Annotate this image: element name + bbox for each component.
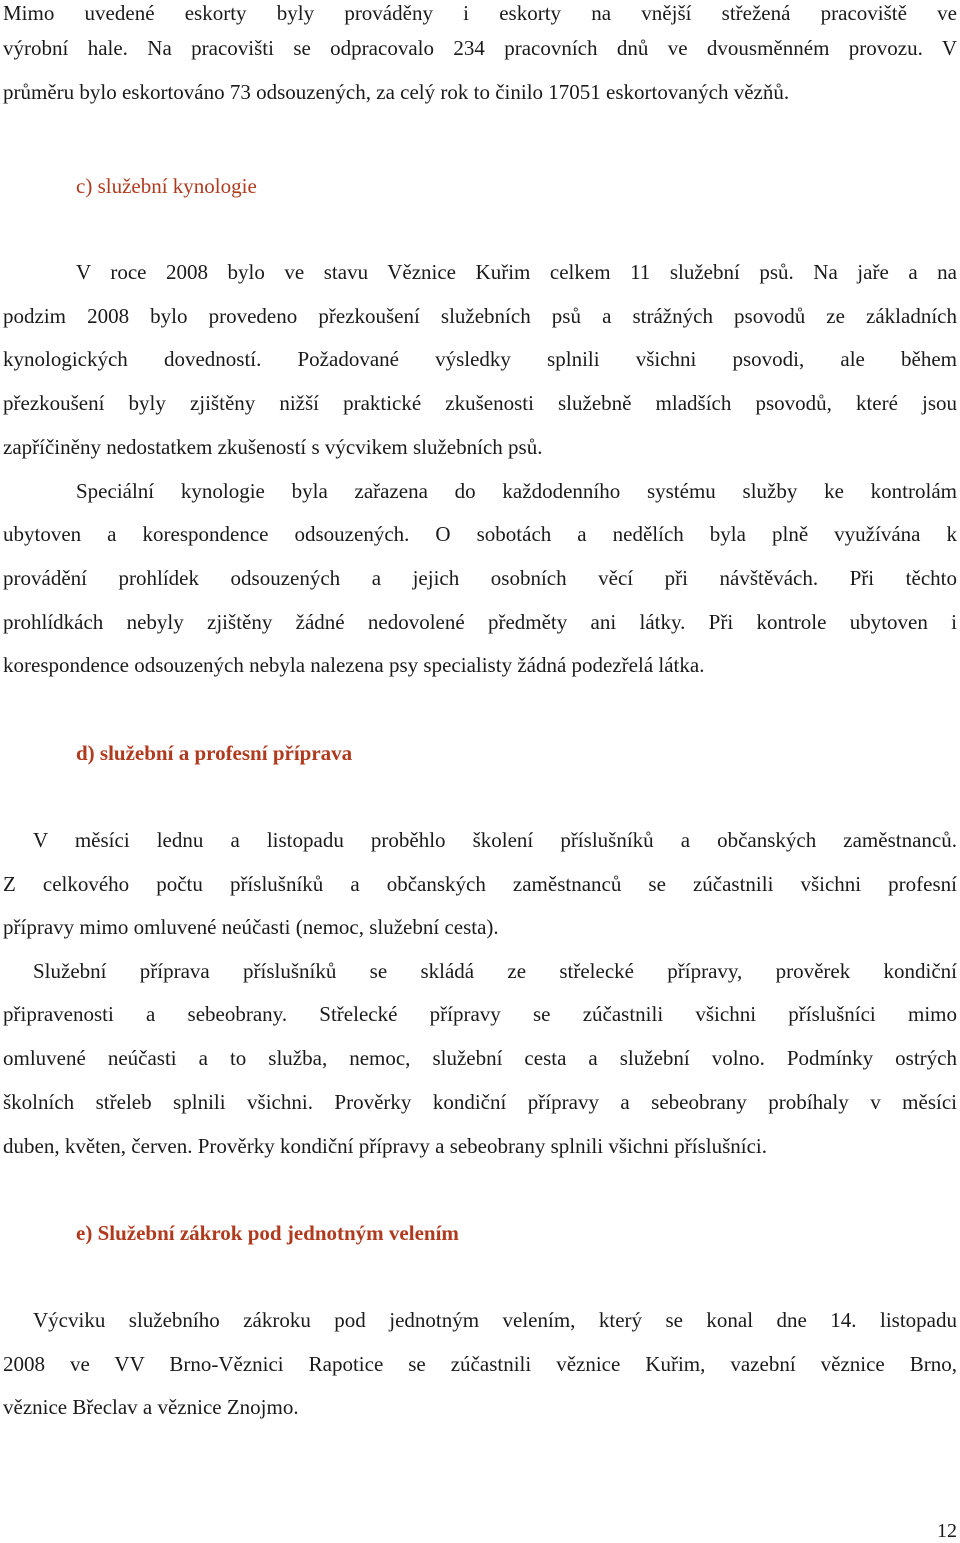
text-line: Mimo uvedené eskorty byly prováděny i eskorty na vnější střežená pracoviště ve <box>3 1 957 25</box>
text-line: provádění prohlídek odsouzených a jejich osobních věcí při návštěvách. Při těchto <box>3 566 957 590</box>
text-line: přípravy mimo omluvené neúčasti (nemoc, služební cesta). <box>3 915 499 939</box>
text-line: zapříčiněny nedostatkem zkušeností s výcvikem služebních psů. <box>3 435 543 459</box>
text-line: průměru bylo eskortováno 73 odsouzených, za celý rok to činilo 17051 eskortovaných vězňů. <box>3 80 790 104</box>
text-line: prohlídkách nebyly zjištěny žádné nedovolené předměty ani látky. Při kontrole ubytoven i <box>3 610 957 634</box>
text-line: školních střeleb splnili všichni. Prověrky kondiční přípravy a sebeobrany probíhaly v měsíci <box>3 1090 957 1114</box>
text-line: duben, květen, červen. Prověrky kondiční přípravy a sebeobrany splnili všichni příslušníci. <box>3 1134 767 1158</box>
text-line: připravenosti a sebeobrany. Střelecké přípravy se zúčastnili všichni příslušníci mimo <box>3 1002 957 1026</box>
text-line: výrobní hale. Na pracovišti se odpracovalo 234 pracovních dnů ve dvousměnném provozu. V <box>3 36 957 60</box>
section-heading-kynologie: c) služební kynologie <box>76 174 257 198</box>
text-line: Služební příprava příslušníků se skládá ze střelecké přípravy, prověrek kondiční <box>33 959 957 983</box>
text-line: 2008 ve VV Brno-Věznici Rapotice se zúčastnili věznice Kuřim, vazební věznice Brno, <box>3 1352 957 1376</box>
section-heading-priprava: d) služební a profesní příprava <box>76 741 353 765</box>
text-line: Výcviku služebního zákroku pod jednotným velením, který se konal dne 14. listopadu <box>33 1308 957 1332</box>
text-line: věznice Břeclav a věznice Znojmo. <box>3 1395 299 1419</box>
text-line: ubytoven a korespondence odsouzených. O sobotách a nedělích byla plně využívána k <box>3 522 957 546</box>
text-line: V měsíci lednu a listopadu proběhlo školení příslušníků a občanských zaměstnanců. <box>33 828 957 852</box>
page-number: 12 <box>937 1520 957 1542</box>
text-line: Speciální kynologie byla zařazena do každodenního systému služby ke kontrolám <box>76 479 957 503</box>
text-line: přezkoušení byly zjištěny nižší praktické zkušenosti služebně mladších psovodů, které jsou <box>3 391 957 415</box>
text-line: kynologických dovedností. Požadované výsledky splnili všichni psovodi, ale během <box>3 347 957 371</box>
text-line: korespondence odsouzených nebyla nalezena psy specialisty žádná podezřelá látka. <box>3 653 705 677</box>
section-heading-zakrok: e) Služební zákrok pod jednotným velením <box>76 1221 459 1245</box>
text-line: podzim 2008 bylo provedeno přezkoušení služebních psů a strážných psovodů ze základních <box>3 304 957 328</box>
text-line: omluvené neúčasti a to služba, nemoc, služební cesta a služební volno. Podmínky ostrých <box>3 1046 957 1070</box>
text-line: Z celkového počtu příslušníků a občanských zaměstnanců se zúčastnili všichni profesní <box>3 872 957 896</box>
text-line: V roce 2008 bylo ve stavu Věznice Kuřim celkem 11 služební psů. Na jaře a na <box>76 260 957 284</box>
